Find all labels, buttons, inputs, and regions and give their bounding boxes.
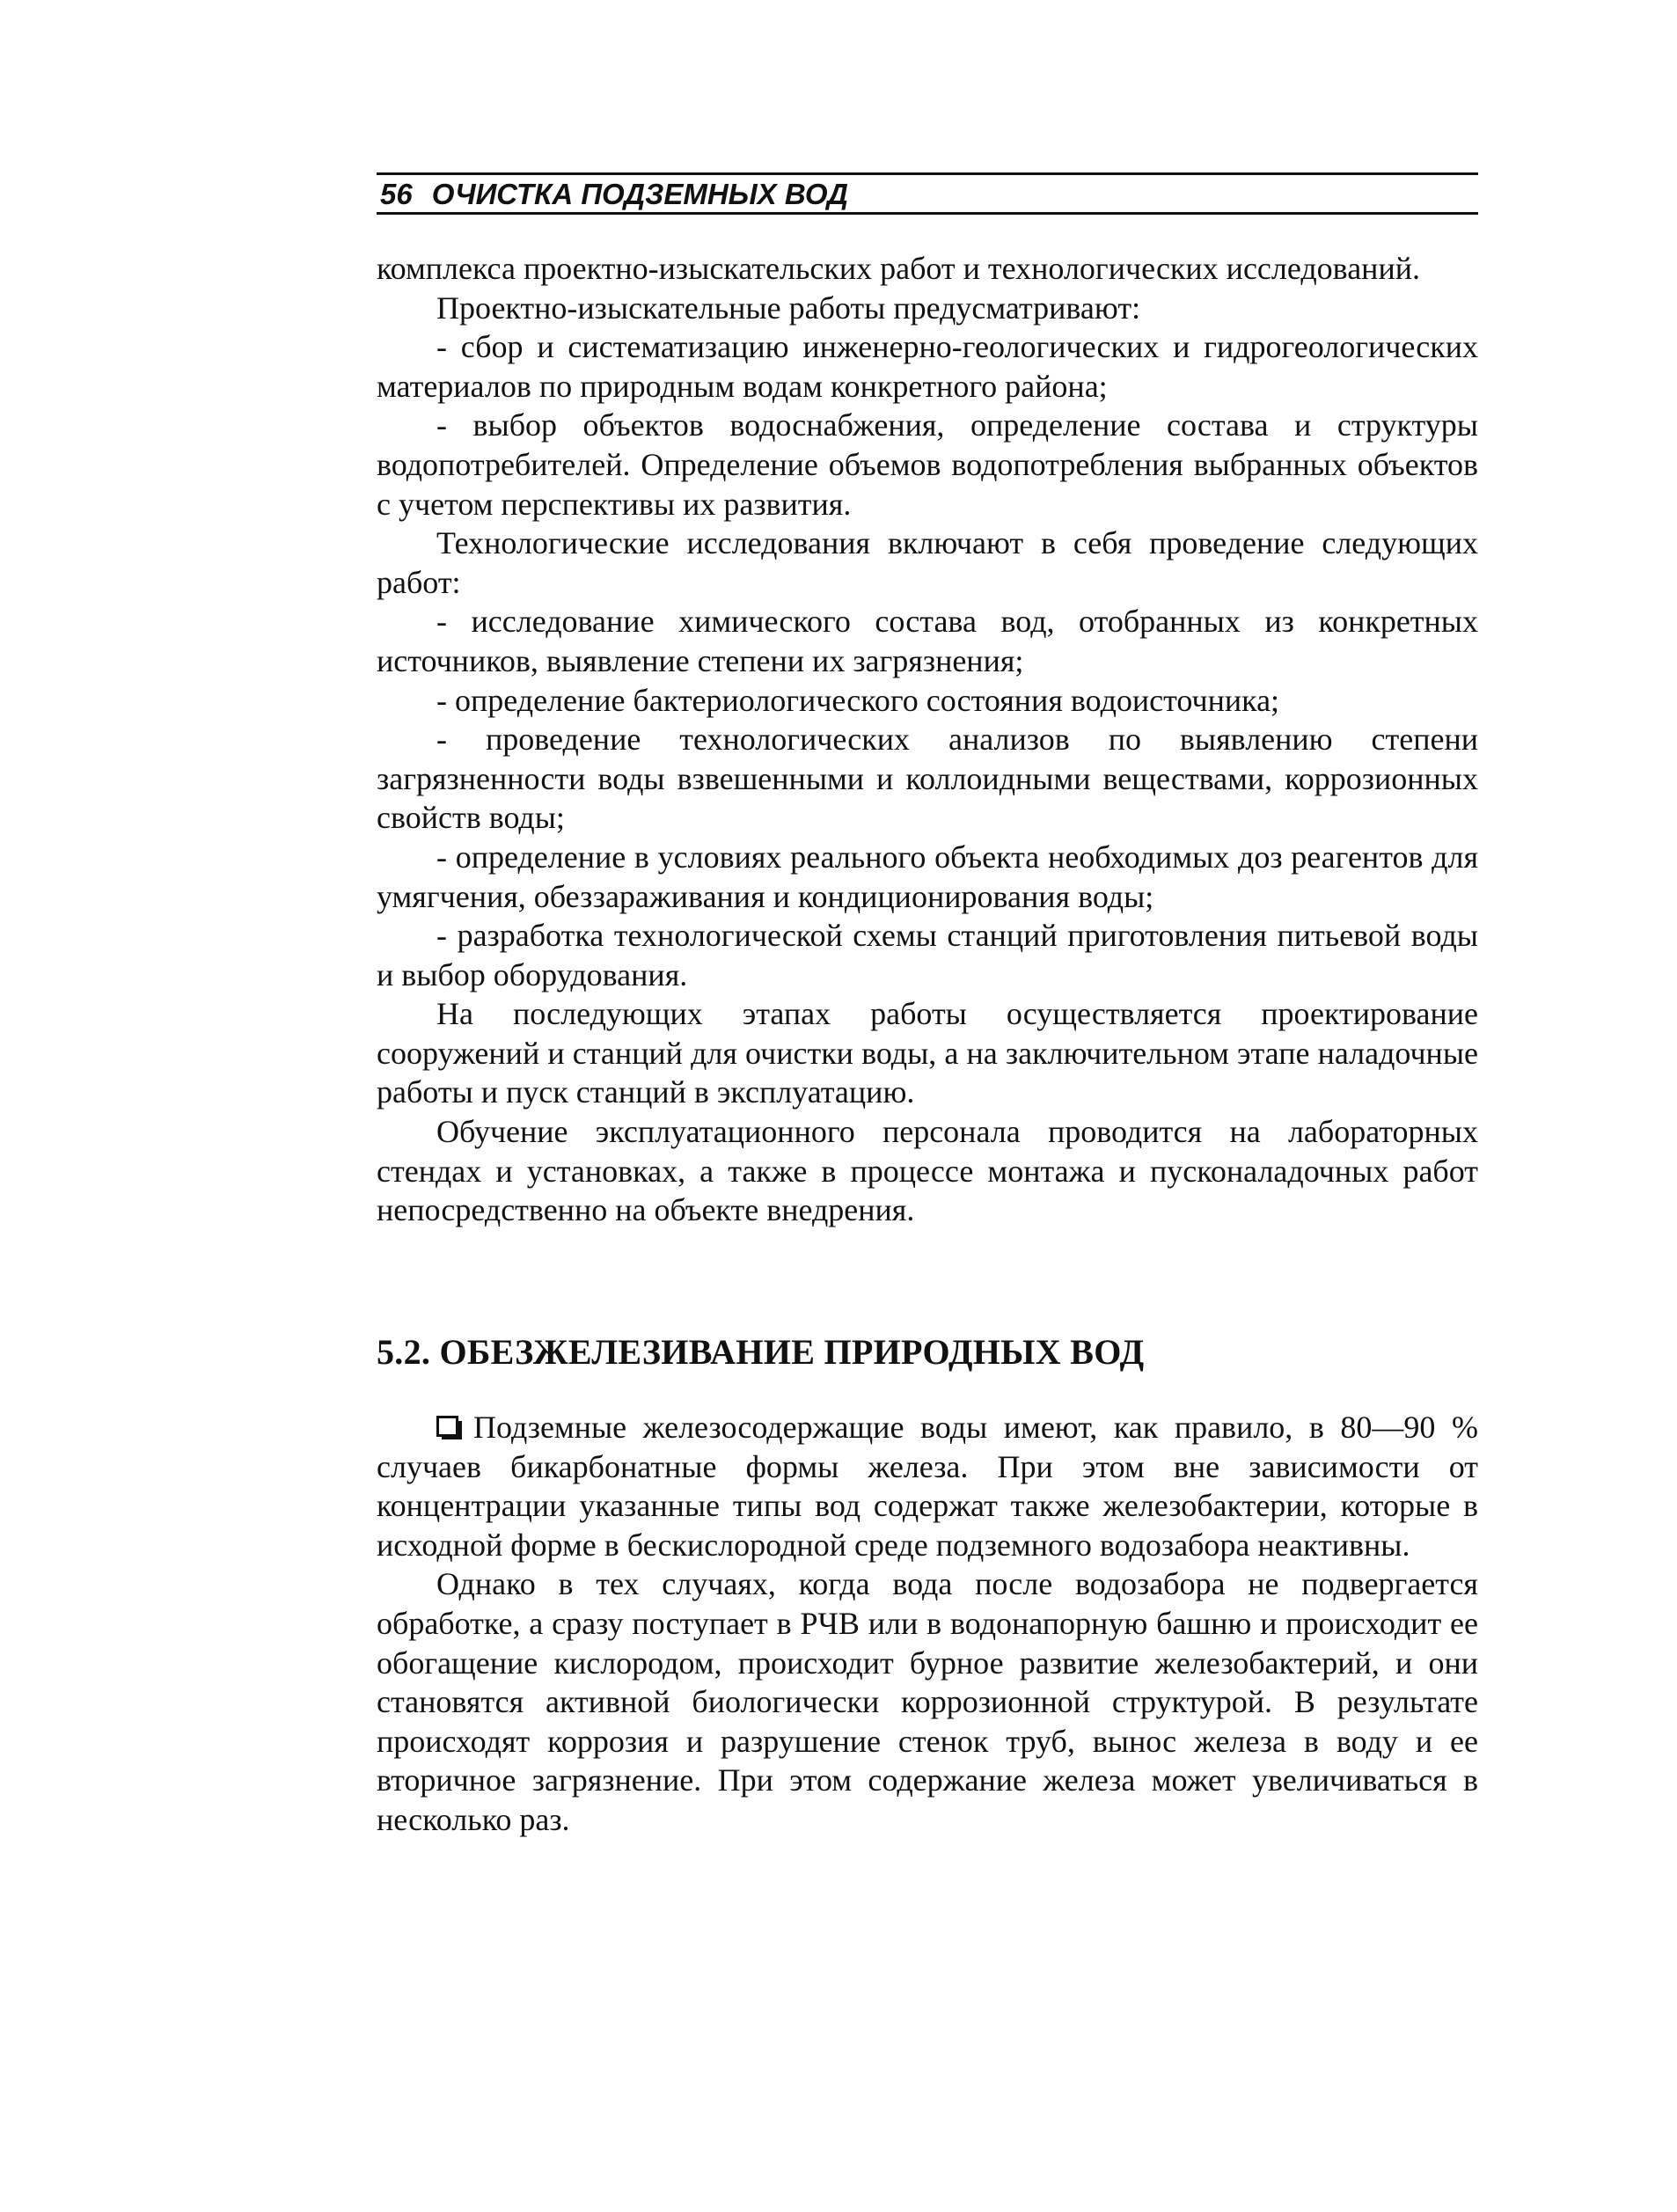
list-item: - выбор объектов водоснабжения, определение состава и структуры водопотребителей. Определение объемов водопотребления выбранных объектов с учетом перспективы их развития. [377,407,1478,522]
list-item: - исследование химического состава вод, отобранных из конкретных источников, выявление степени их загрязнения; [377,604,1478,678]
paragraph: Однако в тех случаях, когда вода после водозабора не подвергается обработке, а сразу поступает в РЧВ или в водонапорную башню и происходит ее обогащение кислородом, происходит бурное развитие железобактерий, и они становятся активной биологически коррозионной структурой. В результате происходят коррозия и разрушение стенок труб, вынос железа в воду и ее вторичное загрязнение. При этом содержание железа может увеличиваться в несколько раз. [377,1566,1478,1837]
section-body [377,1408,1478,1840]
list-item: - определение бактериологического состояния водоисточника; [436,682,1280,718]
list-item: - проведение технологических анализов по выявлению степени загрязненности воды взвешенными и коллоидными веществами, коррозионных свойств воды; [377,721,1478,836]
body-text [377,249,1478,1230]
paragraph: Технологические исследования включают в себя проведение следующих работ: [377,525,1478,600]
paragraph: Обучение эксплуатационного персонала проводится на лабораторных стендах и установках, а также в процессе монтажа и пусконаладочных работ непосредственно на объекте внедрения. [377,1114,1478,1228]
list-item: - разработка технологической схемы станций приготовления питьевой воды и выбор оборудования. [377,918,1478,992]
running-header [377,172,1478,215]
section-heading: 5.2. ОБЕЗЖЕЛЕЗИВАНИЕ ПРИРОДНЫХ ВОД [377,1332,1145,1372]
paragraph [377,1408,1478,1564]
page-number: 56 [380,178,413,210]
header-text [380,177,848,212]
checkbox-square-icon [436,1416,463,1440]
section-paragraph-text: Подземные железосодержащие воды имеют, как правило, в 80—90 % случаев бикарбонатные формы железа. При этом вне зависимости от концентрации указанные типы вод содержат также железобактерии, которые в исходной форме в бескислородной среде подземного водозабора неактивны. [377,1410,1478,1563]
list-item: - сбор и систематизацию инженерно-геологических и гидрогеологических материалов по природным водам конкретного района; [377,329,1478,404]
running-title: ОЧИСТКА ПОДЗЕМНЫХ ВОД [431,178,848,210]
paragraph: комплекса проектно-изыскательских работ и технологических исследований. [377,251,1420,286]
list-item: - определение в условиях реального объекта необходимых доз реагентов для умягчения, обеззараживания и кондиционирования воды; [377,839,1478,914]
paragraph: На последующих этапах работы осуществляется проектирование сооружений и станций для очистки воды, а на заключительном этапе наладочные работы и пуск станций в эксплуатацию. [377,996,1478,1110]
paragraph: Проектно-изыскательные работы предусматривают: [436,289,1141,326]
